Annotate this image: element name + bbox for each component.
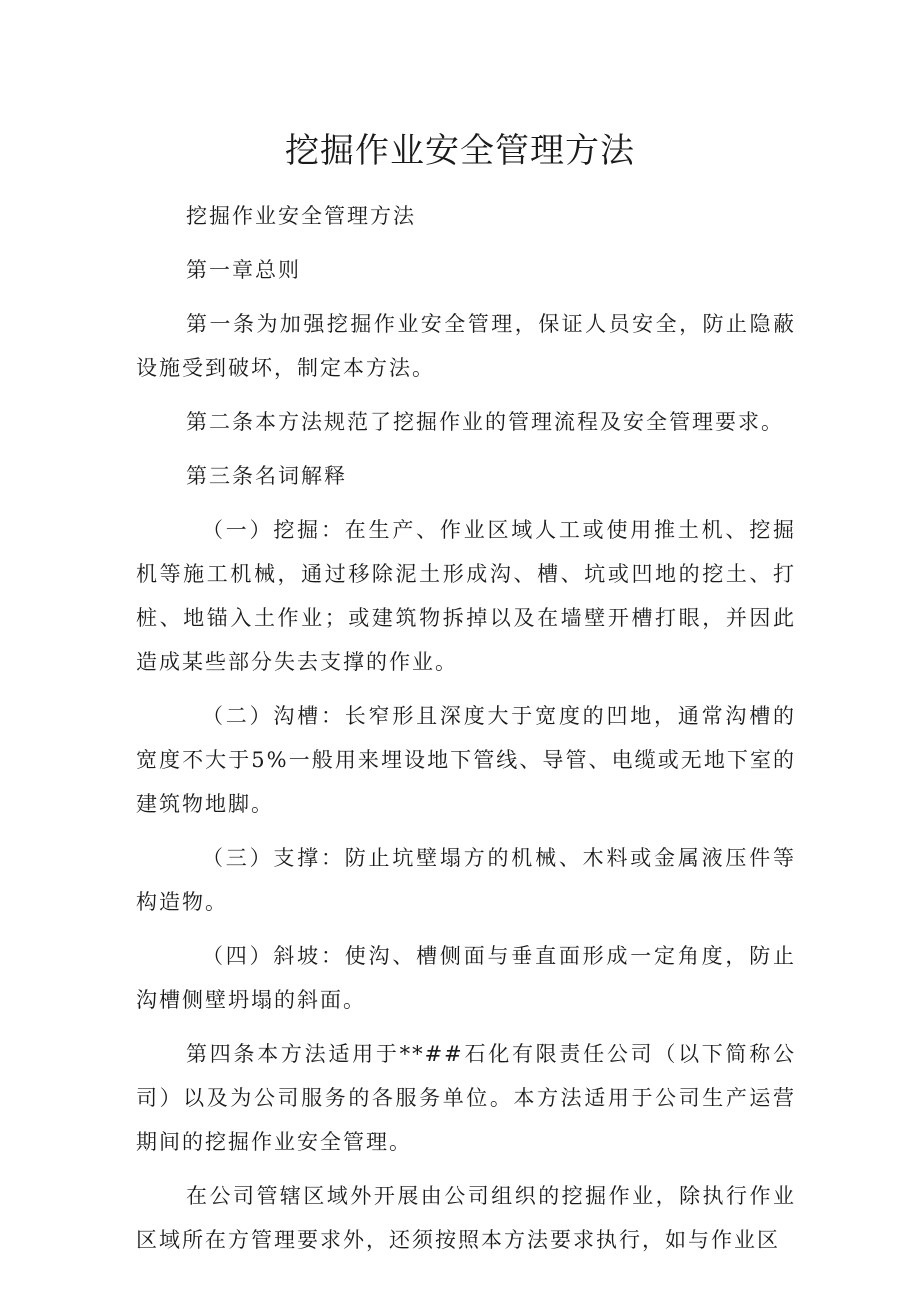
paragraph-definition-support: （三）支撑：防止坑壁塌方的机械、木料或金属液压件等构造物。 [136, 846, 796, 914]
paragraph-article-1: 第一条为加强挖掘作业安全管理，保证人员安全，防止隐蔽设施受到破坏，制定本方法。 [136, 312, 796, 380]
paragraph-definition-excavation: （一）挖掘：在生产、作业区域人工或使用推土机、挖掘机等施工机械，通过移除泥土形成沟、槽、坑或凹地的挖土、打桩、地锚入土作业；或建筑物拆掉以及在墙壁开槽打眼，并因此造成某些部分失去支撑的作业。 [136, 518, 796, 674]
paragraph-definition-trench: （二）沟槽：长窄形且深度大于宽度的凹地，通常沟槽的宽度不大于5%一般用来埋设地下管线、导管、电缆或无地下室的建筑物地脚。 [136, 704, 796, 816]
document-body [136, 194, 796, 1272]
paragraph-subtitle: 挖掘作业安全管理方法 [186, 204, 416, 228]
document-title: 挖掘作业安全管理方法 [285, 131, 635, 171]
paragraph-article-2: 第二条本方法规范了挖掘作业的管理流程及安全管理要求。 [186, 410, 784, 434]
paragraph-article-4-continued: 在公司管辖区域外开展由公司组织的挖掘作业，除执行作业区域所在方管理要求外，还须按照本方法要求执行，如与作业区 [136, 1184, 796, 1252]
paragraph-definition-slope: （四）斜坡：使沟、槽侧面与垂直面形成一定角度，防止沟槽侧壁坍塌的斜面。 [136, 944, 796, 1012]
paragraph-article-4: 第四条本方法适用于**##石化有限责任公司（以下简称公司）以及为公司服务的各服务单位。本方法适用于公司生产运营期间的挖掘作业安全管理。 [136, 1042, 796, 1154]
paragraph-article-3: 第三条名词解释 [186, 464, 347, 488]
paragraph-chapter-heading: 第一章总则 [186, 258, 301, 282]
